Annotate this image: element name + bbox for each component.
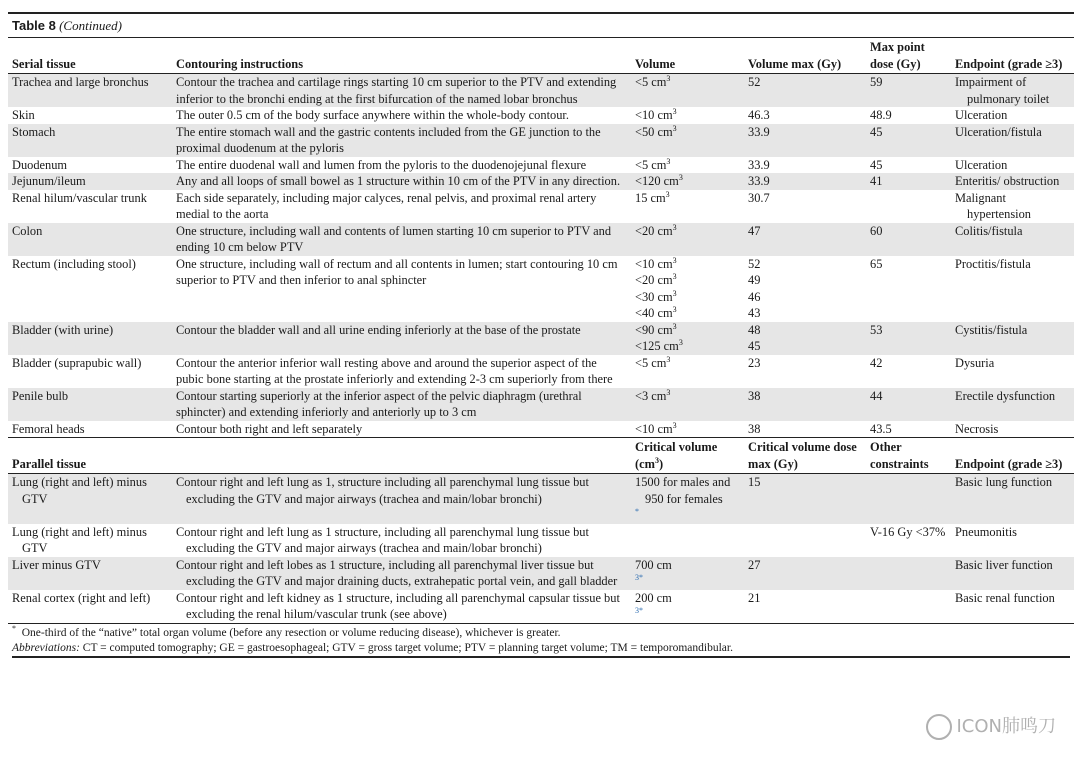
max-point-cell: 65: [870, 256, 883, 271]
table-row: [8, 388, 1074, 421]
contouring-text: Contour the bladder wall and all urine ending inferiorly at the base of the prostate: [176, 322, 581, 337]
volume-exp: 3: [672, 123, 677, 133]
table-row: [8, 223, 1074, 256]
contouring-cell: [172, 590, 631, 623]
contouring-text: Contour right and left lung as 1, structure including all parenchymal lung tissue but excluding the GTV and major airways (trachea and main/lobar bronchi): [176, 475, 589, 506]
volume-value: [635, 223, 740, 240]
volume-max-value: 33.9: [748, 157, 770, 172]
volume-max-cell: [744, 355, 866, 388]
volume-max-cell: [744, 173, 866, 190]
endpoint-text: Pneumonitis: [955, 524, 1017, 539]
header-critical-dose-max: Critical volume dose max (Gy): [744, 438, 866, 474]
contouring-text: Contour starting superiorly at the inferior aspect of the pelvic diaphragm (urethral sphincter) and extending inferiorly and anteriorly up to 3 cm: [176, 388, 582, 419]
volume-max-value: 47: [748, 223, 761, 238]
volume-cell: [631, 107, 744, 124]
volume-value: [635, 272, 740, 289]
tissue-name: Rectum (including stool): [12, 256, 136, 271]
max-point-cell: 45: [866, 124, 951, 157]
volume-text: <10 cm: [635, 421, 673, 436]
volume-max-value: 30.7: [748, 190, 770, 205]
volume-text: <5 cm: [635, 75, 667, 89]
table-container: [8, 12, 1074, 660]
volume-exp: 3: [666, 354, 671, 364]
serial-body: [8, 74, 1074, 438]
volume-exp: 3: [672, 106, 677, 116]
volume-exp: 3: [666, 387, 671, 397]
endpoint-text: Impairment of pulmonary toilet: [955, 75, 1050, 106]
contouring-text: Contour right and left lobes as 1 structure, including all parenchymal liver tissue but excluding the GTV and major draining ducts, extrahepatic portal vein, and gall bladder: [176, 557, 618, 588]
tissue-name: Lung (right and left) minus GTV: [12, 524, 147, 555]
endpoint-text: Dysuria: [955, 355, 995, 370]
critical-dose-cell: 27: [744, 557, 866, 590]
volume-value: [635, 322, 740, 339]
contouring-text: The entire duodenal wall and lumen from the pyloris to the duodenojejunal flexure: [176, 157, 587, 172]
endpoint-cell: [951, 355, 1074, 388]
tissue-name: Liver minus GTV: [12, 557, 101, 572]
endpoint-cell: [951, 223, 1074, 256]
volume-text: <50 cm: [635, 124, 673, 139]
parallel-header-row: [8, 438, 1074, 474]
endpoint-cell: [951, 74, 1074, 108]
endpoint-text: Ulceration/fistula: [955, 124, 1042, 139]
volume-text: <10 cm: [635, 108, 673, 122]
endpoint-cell: [951, 590, 1074, 623]
header-other-constraints: Other constraints: [866, 438, 951, 474]
volume-text: <20 cm: [635, 223, 673, 238]
max-point-cell: 60: [866, 223, 951, 256]
volume-cell: [631, 421, 744, 438]
tissue-name: Renal hilum/vascular trunk: [12, 190, 147, 205]
critical-volume-text: 200 cm: [635, 590, 672, 605]
critical-volume-cell: [631, 474, 744, 524]
volume-exp: 3: [666, 156, 671, 166]
contouring-cell: [172, 190, 631, 223]
endpoint-text: Basic renal function: [955, 590, 1055, 605]
volume-exp: 3: [678, 337, 683, 347]
volume-max-value: 46.3: [748, 108, 770, 122]
max-point-cell: 45: [870, 157, 883, 172]
contouring-cell: [172, 322, 631, 355]
table-row: [8, 421, 1074, 438]
tissue-name: Bladder (suprapubic wall): [12, 355, 142, 370]
wechat-icon: [926, 714, 952, 740]
max-point-cell: 48.9: [870, 108, 892, 122]
contouring-text: The outer 0.5 cm of the body surface anywhere within the whole-body contour.: [176, 108, 569, 122]
volume-value: [635, 289, 740, 306]
volume-cell: [631, 388, 744, 421]
table-row: [8, 524, 1074, 557]
max-point-cell: 42: [870, 355, 883, 370]
parallel-body: [8, 474, 1074, 623]
critical-volume-exp: 3*: [635, 572, 643, 582]
volume-max-cell: [744, 74, 866, 108]
endpoint-cell: [951, 524, 1074, 557]
tissue-cell: [8, 223, 172, 256]
tissue-cell: [8, 388, 172, 421]
header-critical-volume: Critical volume $(cm^3)$: [631, 438, 744, 474]
volume-value: [635, 355, 740, 372]
tissue-cell: [8, 107, 172, 124]
volume-text: <5 cm: [635, 355, 667, 370]
other-constraints-cell: [866, 524, 951, 557]
tissue-name: Skin: [12, 108, 35, 122]
table-row: [8, 157, 1074, 174]
table-row: [8, 74, 1074, 108]
endpoint-cell: [951, 173, 1074, 190]
table-label: Table 8: [12, 18, 56, 33]
tissue-name: Stomach: [12, 124, 56, 139]
endpoint-text: Enteritis/ obstruction: [955, 174, 1060, 188]
table-caption: [8, 12, 1074, 38]
contouring-cell: [172, 124, 631, 157]
volume-max-value: 48: [748, 322, 761, 337]
contouring-cell: [172, 388, 631, 421]
volume-max-value: 52: [748, 75, 761, 89]
volume-cell: [631, 124, 744, 157]
critical-volume-text: 1500 for males and 950 for females: [635, 475, 731, 506]
table-row: [8, 474, 1074, 524]
contouring-cell: [172, 474, 631, 524]
contouring-cell: [172, 421, 631, 438]
contouring-cell: [172, 256, 631, 322]
endpoint-cell: [951, 157, 1074, 174]
tissue-cell: [8, 474, 172, 524]
endpoint-text: Proctitis/fistula: [955, 256, 1031, 271]
endpoint-cell: [951, 124, 1074, 157]
contouring-cell: [172, 223, 631, 256]
contouring-text: Contour right and left kidney as 1 structure, including all parenchymal capsular tissue but excluding the renal hilum/vascular trunk (see above): [176, 590, 620, 621]
endpoint-text: Erectile dysfunction: [955, 388, 1056, 403]
volume-text: <3 cm: [635, 388, 667, 403]
volume-max-value: 33.9: [748, 124, 770, 139]
contouring-text: Contour both right and left separately: [176, 421, 363, 436]
other-constraints-cell: [866, 557, 951, 590]
volume-max-value: 33.9: [748, 174, 770, 188]
volume-text: <20 cm: [635, 273, 673, 287]
volume-value: [635, 173, 740, 190]
header-volume: Volume: [631, 38, 744, 74]
tissue-name: Bladder (with urine): [12, 322, 114, 337]
other-constraints-cell: [866, 590, 951, 623]
volume-exp: 3: [672, 420, 677, 430]
volume-value: [635, 124, 740, 141]
footnote-star: * One-third of the “native” total organ volume (before any resection or volume reducing disease), whichever is greater.: [12, 623, 561, 639]
tissue-name: Trachea and large bronchus: [12, 75, 149, 89]
volume-max-value: 46: [748, 289, 761, 304]
endpoint-text: Cystitis/fistula: [955, 322, 1028, 337]
endpoint-text: Ulceration: [955, 157, 1008, 172]
volume-max-value: 52: [748, 256, 761, 271]
tissue-cell: [8, 74, 172, 108]
volume-exp: 3: [665, 189, 670, 199]
endpoint-text: Ulceration: [955, 108, 1008, 122]
volume-cell: [631, 74, 744, 108]
volume-value: [635, 256, 740, 273]
endpoint-text: Colitis/fistula: [955, 223, 1023, 238]
table-row: [8, 124, 1074, 157]
tissue-cell: [8, 524, 172, 557]
tissue-cell: [8, 322, 172, 355]
contouring-text: One structure, including wall of rectum and all contents in lumen; start contouring 10 cm superior to PTV and then inferior to anal sphincter: [176, 256, 618, 287]
endpoint-cell: [951, 107, 1074, 124]
critical-volume-cell: [631, 557, 744, 590]
tissue-name: Duodenum: [12, 157, 68, 172]
other-constraints-cell: [866, 474, 951, 524]
critical-volume-cell: [631, 524, 744, 557]
tissue-cell: [8, 421, 172, 438]
volume-cell: [631, 173, 744, 190]
header-serial-tissue: Serial tissue: [8, 38, 172, 74]
contouring-text: The entire stomach wall and the gastric contents included from the GE junction to the proximal duodenum at the pyloris: [176, 124, 601, 155]
contouring-text: Contour the anterior inferior wall resting above and around the superior aspect of the pubic bone starting at the prostate inferiorly and extending 2-3 cm superiorly from there: [176, 355, 613, 386]
volume-text: <90 cm: [635, 322, 673, 337]
table-continued: (Continued): [59, 18, 122, 33]
volume-cell: [631, 256, 744, 322]
tissue-cell: [8, 590, 172, 623]
tissue-name: Femoral heads: [12, 421, 85, 436]
volume-text: <10 cm: [635, 256, 673, 271]
critical-volume-text: 700 cm: [635, 557, 672, 572]
endpoint-cell: [951, 190, 1074, 223]
volume-cell: [631, 190, 744, 223]
endpoint-cell: [951, 557, 1074, 590]
max-point-cell: 44: [866, 388, 951, 421]
watermark: ICON肺鸣刀: [926, 712, 1056, 740]
volume-exp: 3: [672, 222, 677, 232]
volume-max-value: 43: [748, 306, 761, 320]
contouring-cell: [172, 173, 631, 190]
volume-cell: [631, 223, 744, 256]
volume-value: [635, 305, 740, 322]
endpoint-text: Basic lung function: [955, 475, 1053, 489]
tissue-cell: [8, 157, 172, 174]
max-point-cell: 53: [866, 322, 951, 355]
volume-value: [635, 388, 740, 405]
contouring-cell: [172, 524, 631, 557]
tissue-cell: [8, 256, 172, 322]
endpoint-text: Necrosis: [955, 421, 999, 436]
volume-max-cell: [744, 256, 866, 322]
volume-max-value: 23: [748, 355, 761, 370]
tissue-name: Colon: [12, 223, 43, 238]
header-parallel-endpoint: Endpoint (grade ≥3): [951, 438, 1074, 474]
volume-value: [635, 338, 740, 355]
critical-dose-cell: 15: [744, 474, 866, 524]
header-parallel-tissue: Parallel tissue: [8, 438, 172, 474]
critical-dose-cell: [744, 524, 866, 557]
volume-max-cell: [744, 388, 866, 421]
volume-value: [635, 157, 740, 174]
critical-volume-cell: [631, 590, 744, 623]
volume-max-cell: [744, 421, 866, 438]
volume-exp: 3: [678, 172, 683, 182]
endpoint-cell: [951, 474, 1074, 524]
volume-value: [635, 107, 740, 124]
max-point-cell: [866, 190, 951, 223]
volume-text: <30 cm: [635, 289, 673, 304]
contouring-text: Contour right and left lung as 1 structure, including all parenchymal lung tissue but excluding the GTV and major airways (trachea and main/lobar bronchi): [176, 524, 589, 555]
contouring-text: Contour the trachea and cartilage rings starting 10 cm superior to the PTV and extending inferior to the bronchi ending at the first bifurcation of the named lobar bronchus: [176, 75, 617, 106]
tissue-name: Jejunum/ileum: [12, 174, 86, 188]
tissue-cell: [8, 173, 172, 190]
volume-max-cell: [744, 223, 866, 256]
other-text: V-16 Gy <37%: [870, 524, 946, 539]
table-row: [8, 190, 1074, 223]
volume-max-value: 38: [748, 421, 761, 436]
serial-header-row: [8, 38, 1074, 74]
table-row: [8, 557, 1074, 590]
endpoint-text: Basic liver function: [955, 557, 1053, 572]
volume-cell: [631, 157, 744, 174]
table-row: [8, 355, 1074, 388]
contouring-cell: [172, 355, 631, 388]
contouring-cell: [172, 74, 631, 108]
volume-max-value: 49: [748, 273, 761, 287]
endpoint-cell: [951, 421, 1074, 438]
critical-volume-exp: *: [635, 506, 639, 516]
dose-constraints-table: [8, 38, 1074, 623]
tissue-name: Lung (right and left) minus GTV: [12, 475, 147, 506]
endpoint-cell: [951, 322, 1074, 355]
tissue-name: Penile bulb: [12, 388, 69, 403]
volume-text: 15 cm: [635, 190, 666, 205]
volume-max-cell: [744, 322, 866, 355]
volume-value: [635, 190, 740, 207]
max-point-cell: 43.5: [870, 421, 892, 436]
volume-cell: [631, 355, 744, 388]
header-max-point-dose: Max point dose (Gy): [866, 38, 951, 74]
volume-max-cell: [744, 107, 866, 124]
contouring-cell: [172, 157, 631, 174]
max-point-cell: 59: [866, 74, 951, 108]
volume-text: <125 cm: [635, 339, 679, 353]
tissue-cell: [8, 124, 172, 157]
volume-text: <120 cm: [635, 174, 679, 188]
contouring-text: One structure, including wall and contents of lumen starting 10 cm superior to PTV and ending 10 cm below PTV: [176, 223, 612, 254]
endpoint-text: Malignant hypertension: [955, 190, 1032, 221]
volume-text: <5 cm: [635, 157, 667, 172]
header-contouring: Contouring instructions: [172, 38, 631, 74]
table-row: [8, 256, 1074, 322]
table-row: [8, 107, 1074, 124]
tissue-cell: [8, 557, 172, 590]
volume-exp: 3: [672, 271, 677, 281]
volume-value: [635, 74, 740, 91]
volume-exp: 3: [672, 304, 677, 314]
table-row: [8, 590, 1074, 623]
tissue-cell: [8, 355, 172, 388]
header-volume-max: Volume max (Gy): [744, 38, 866, 74]
volume-exp: 3: [672, 321, 677, 331]
max-point-cell: 41: [866, 173, 951, 190]
tissue-name: Renal cortex (right and left): [12, 590, 151, 605]
header-endpoint: Endpoint (grade ≥3): [951, 38, 1074, 74]
volume-exp: 3: [672, 288, 677, 298]
footnote-abbreviations: Abbreviations: CT = computed tomography; GE = gastroesophageal; GTV = gross target volume; PTV = planning target volume; TM = temporomandibular.: [12, 641, 1070, 658]
critical-volume-exp: 3*: [635, 605, 643, 615]
critical-dose-cell: 21: [748, 590, 761, 605]
volume-text: <40 cm: [635, 306, 673, 320]
volume-max-cell: [744, 157, 866, 174]
volume-max-cell: [744, 190, 866, 223]
volume-cell: [631, 322, 744, 355]
volume-exp: 3: [666, 73, 671, 83]
volume-exp: 3: [672, 255, 677, 265]
table-footnotes: [8, 623, 1074, 660]
contouring-cell: [172, 557, 631, 590]
contouring-cell: [172, 107, 631, 124]
volume-max-value: 45: [748, 339, 761, 353]
endpoint-cell: [951, 388, 1074, 421]
table-row: [8, 322, 1074, 355]
table-row: [8, 173, 1074, 190]
endpoint-cell: [951, 256, 1074, 322]
contouring-text: Any and all loops of small bowel as 1 structure within 10 cm of the PTV in any direction.: [176, 174, 621, 188]
contouring-text: Each side separately, including major calyces, renal pelvis, and proximal renal artery medial to the aorta: [176, 190, 597, 221]
volume-max-value: 38: [748, 388, 761, 403]
tissue-cell: [8, 190, 172, 223]
volume-value: [635, 421, 740, 438]
volume-max-cell: [744, 124, 866, 157]
